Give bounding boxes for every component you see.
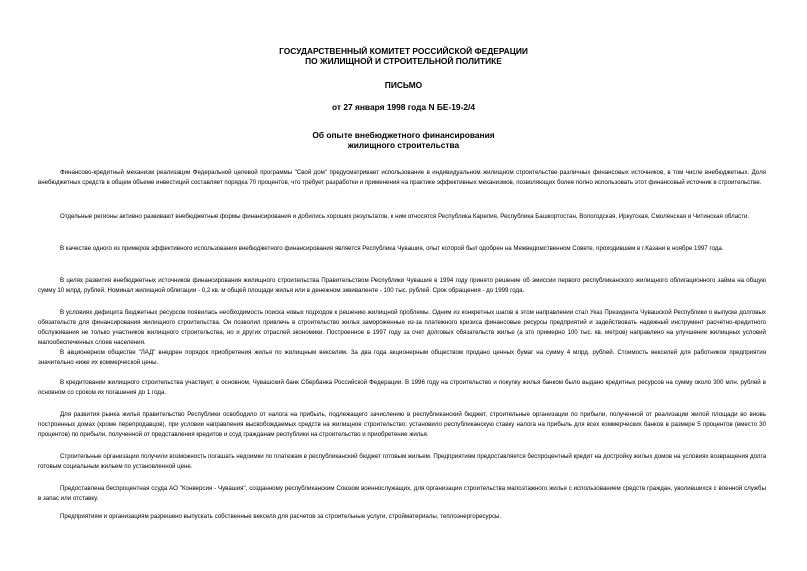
- issuing-authority-line-1: ГОСУДАРСТВЕННЫЙ КОМИТЕТ РОССИЙСКОЙ ФЕДЕРАЦИИ: [279, 46, 528, 56]
- subject-line-2: жилищного строительства: [347, 140, 460, 150]
- issuing-authority-line-2: ПО ЖИЛИЩНОЙ И СТРОИТЕЛЬНОЙ ПОЛИТИКЕ: [305, 56, 502, 66]
- body-paragraph: Предоставлена беспроцентная ссуда АО "Конверсия - Чувашия", созданному республиканским Союзом военнослужащих, для организации строительства малоэтажного жилья с использованием средств граждан, уволившихся с военной службы в запас или отставку.: [38, 485, 766, 503]
- body-paragraph: В акционерном обществе "ЛАД" внедрен порядок приобретения жилья по жилищным векселям. За два года акционерным обществом продано ценных бумаг на сумму 4 млрд. рублей. Стоимость векселей для работников предприятия значительно ниже их коммерческой цены.: [38, 349, 766, 367]
- body-paragraph: Для развития рынка жилья правительство Республики освободило от налога на прибыль, подлежащего зачислению в республиканский бюджет, строительные организации по прибыли, полученной от реализации жилой площади во вновь построенных домах (кроме перепродавцов), при условии направления высвобождаемых средств на жилищное строительство; установило республиканскую ставку налога на прибыль для всех коммерческих банков в размере 5 процентов (вместо 30 процентов) по прибыли, полученной от представления кредитов и ссуд гражданам республики на строительство и приобретение жилья.: [38, 411, 766, 439]
- document-type: ПИСЬМО: [384, 80, 423, 90]
- body-paragraph: Строительные организации получили возможность погашать недоимки по платежам в республиканский бюджет готовым жильем. Предприятиям предоставляется беспроцентный кредит на достройку жилых домов на условиях возвращения долга готовым социальным жильем по установленной цене.: [38, 453, 766, 471]
- body-paragraph: В качестве одного из примеров эффективного использования внебюджетного финансирования является Республика Чувашия, опыт которой был одобрен на Межведомственном Совете, проходившем в г.Казани в ноябре 1997 года.: [60, 245, 724, 252]
- body-paragraph: В кредитовании жилищного строительства участвует, в основном, Чувашский банк Сбербанка Российской Федерации. В 1996 году на строительство и покупку жилья банком было выдано кредитных ресурсов на сумму около 300 млн. рублей в основном со сроком их погашения до 1 года.: [38, 379, 766, 397]
- body-paragraph: В условиях дефицита бюджетных ресурсов появилась необходимость поиска новых подходов к решению жилищной проблемы. Одним из конкретных шагов в этом направлении стал Указ Президента Чувашской Республики о выпуске долговых обязательств для финансирования жилищного строительства. Он позволил привлечь в строительство жилья замороженные из-за платежного кризиса финансовые ресурсы предприятий и задействовать надежный инструмент расчетно-кредитного обслуживания не только участников жилищного строительства, но и других отраслей экономики. Построенное в 1997 году за счет долговых обязательств жилье (а это примерно 100 тыс. кв. метров) направлено на улучшение жилищных условий малообеспеченных слоев населения.: [38, 309, 766, 347]
- body-paragraph: Предприятиям и организациям разрешено выпускать собственные векселя для расчетов за строительные услуги, стройматериалы, теплоэнергоресурсы.: [60, 513, 502, 520]
- body-paragraph: Финансово-кредитный механизм реализации Федеральной целевой программы "Свой дом" предусматривает использование в индивидуальном жилищном строительстве различных финансовых источников, в том числе внебюджетных. Доля внебюджетных средств в общем объеме инвестиций составляет порядка 70 процентов, что требует разработки и применения на практике эффективных механизмов, позволяющих более полно использовать этот финансовый источник в строительстве.: [38, 169, 766, 187]
- document-date-number: от 27 января 1998 года N БЕ-19-2/4: [332, 102, 475, 112]
- body-paragraph: Отдельные регионы активно развивают внебюджетные формы финансирования и добились хороших результатов, к ним относятся Республика Карелия, Республика Башкортостан, Вологодская, Иркутская, Смоленская и Читинская области.: [60, 213, 750, 220]
- subject-line-1: Об опыте внебюджетного финансирования: [312, 130, 495, 140]
- body-paragraph: В целях развития внебюджетных источников финансирования жилищного строительства Правительством Республики Чувашия в 1994 году принято решение об эмиссии первого республиканского жилищного облигационного займа на общую сумму 10 млрд. рублей. Номинал жилищной облигации - 0,2 кв. м общей площади жилья или в денежном эквиваленте - 100 тыс. рублей. Срок обращения - до 1999 года.: [38, 277, 766, 295]
